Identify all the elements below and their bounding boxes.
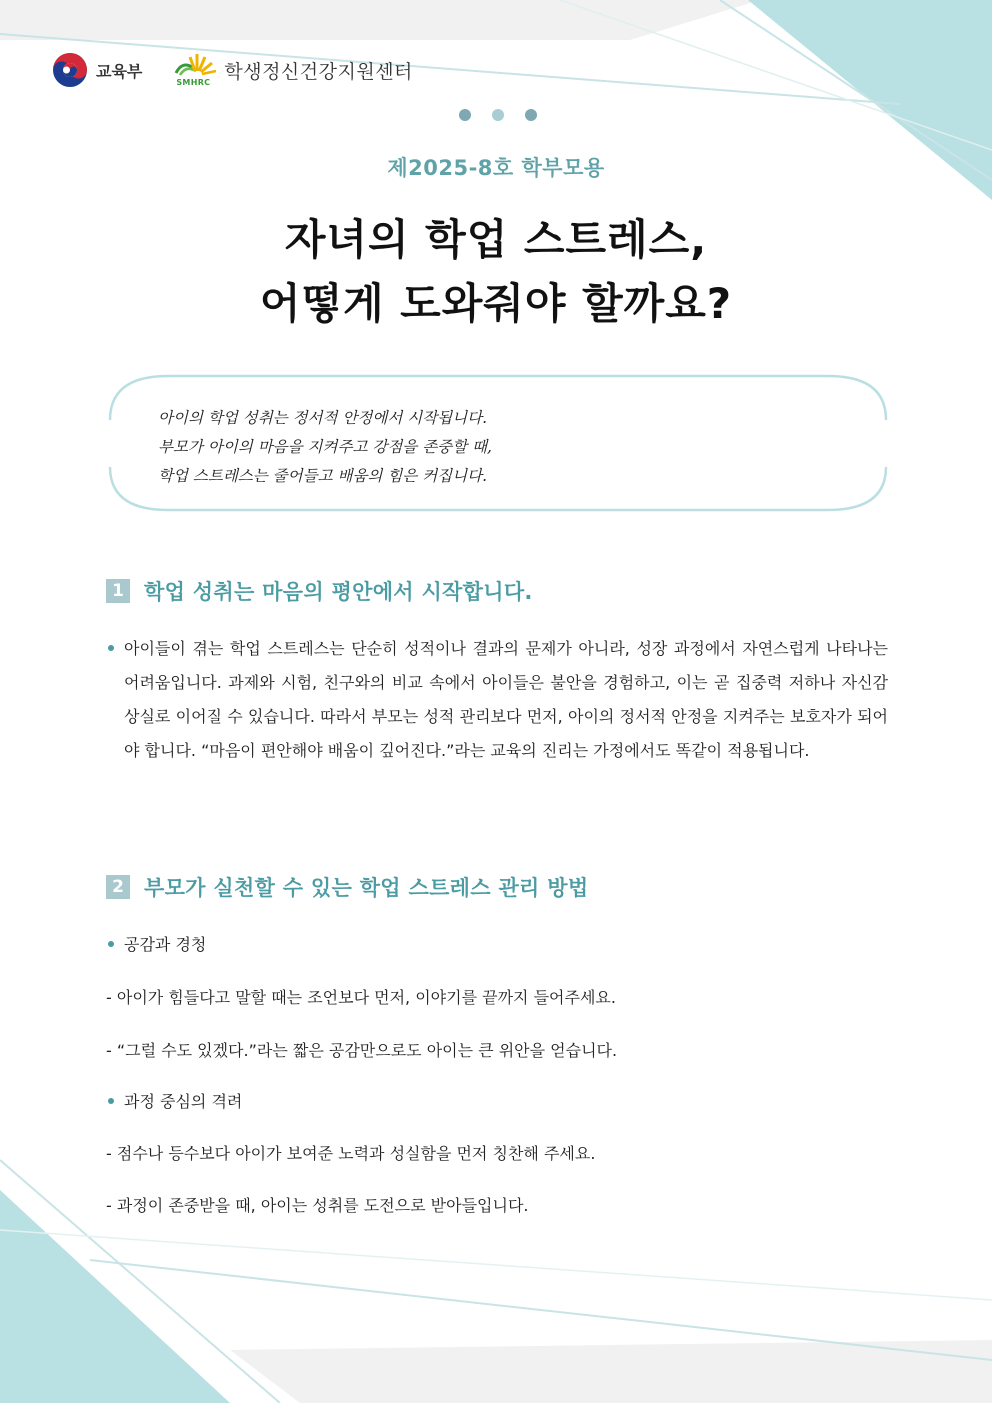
sunburst-icon [170, 51, 220, 81]
dot-icon [492, 109, 504, 121]
taegeuk-emblem-icon [52, 52, 88, 88]
list-item: - 점수나 등수보다 아이가 보여준 노력과 성실함을 먼저 칭찬해 주세요. [106, 1144, 596, 1163]
smhrc-abbr: SMHRC [176, 78, 211, 87]
moe-label: 교육부 [96, 61, 143, 81]
issue-label: 제2025-8호 학부모용 [387, 156, 605, 180]
title-line-1: 자녀의 학업 스트레스, [284, 215, 708, 264]
smhrc-logo [170, 51, 413, 89]
list-item: - 과정이 존중받을 때, 아이는 성취를 도전으로 받아들입니다. [106, 1196, 529, 1215]
section-title: 학업 성취는 마음의 평안에서 시작합니다. [144, 580, 533, 604]
section-1-heading [106, 576, 533, 606]
section-2-heading [106, 872, 588, 902]
decorative-dots [459, 109, 537, 121]
dot-icon [459, 109, 471, 121]
bullet-dot-icon [108, 1098, 114, 1104]
center-name: 학생정신건강지원센터 [224, 60, 413, 83]
quote-line-3: 학업 스트레스는 줄어들고 배움의 힘은 커집니다. [158, 467, 488, 485]
smhrc-mark [170, 51, 220, 89]
quote-text [158, 404, 492, 491]
quote-box [108, 372, 888, 512]
list-item: - 아이가 힘들다고 말할 때는 조언보다 먼저, 이야기를 끝까지 들어주세요. [106, 988, 616, 1007]
quote-line-1: 아이의 학업 성취는 정서적 안정에서 시작됩니다. [158, 409, 488, 427]
section-title: 부모가 실천할 수 있는 학업 스트레스 관리 방법 [144, 876, 589, 900]
dot-icon [525, 109, 537, 121]
bullet-heading: 과정 중심의 격려 [106, 1089, 242, 1112]
section-number-badge: 1 [106, 579, 130, 603]
bullet-dot-icon [108, 645, 114, 651]
paragraph-text: 아이들이 겪는 학업 스트레스는 단순히 성적이나 결과의 문제가 아니라, 성장 과정에서 자연스럽게 나타나는 어려움입니다. 과제와 시험, 친구와의 비교 속에서 아이들은 불안을 경험하고, 이는 곧 집중력 저하나 자신감 상실로 이어질 수 있습니다. 따라서 부모는 성적 관리보다 먼저, 아이의 정서적 안정을 지켜주는 보호자가 되어야 합니다. “마음이 편안해야 배움이 깊어진다.”라는 교육의 진리는 가정에서도 똑같이 적용됩니다. [124, 639, 888, 760]
section-number-badge: 2 [106, 875, 130, 899]
page-title [0, 208, 992, 336]
quote-line-2: 부모가 아이의 마음을 지켜주고 강점을 존중할 때, [158, 438, 492, 456]
bullet-heading: 공감과 경청 [106, 932, 206, 955]
section-1-paragraph [106, 632, 888, 768]
list-item: - “그럴 수도 있겠다.”라는 짧은 공감만으로도 아이는 큰 위안을 얻습니다. [106, 1041, 618, 1060]
moe-logo [52, 52, 142, 88]
bullet-dot-icon [108, 941, 114, 947]
title-line-2: 어떻게 도와줘야 할까요? [259, 279, 733, 328]
header-logos [52, 50, 413, 90]
